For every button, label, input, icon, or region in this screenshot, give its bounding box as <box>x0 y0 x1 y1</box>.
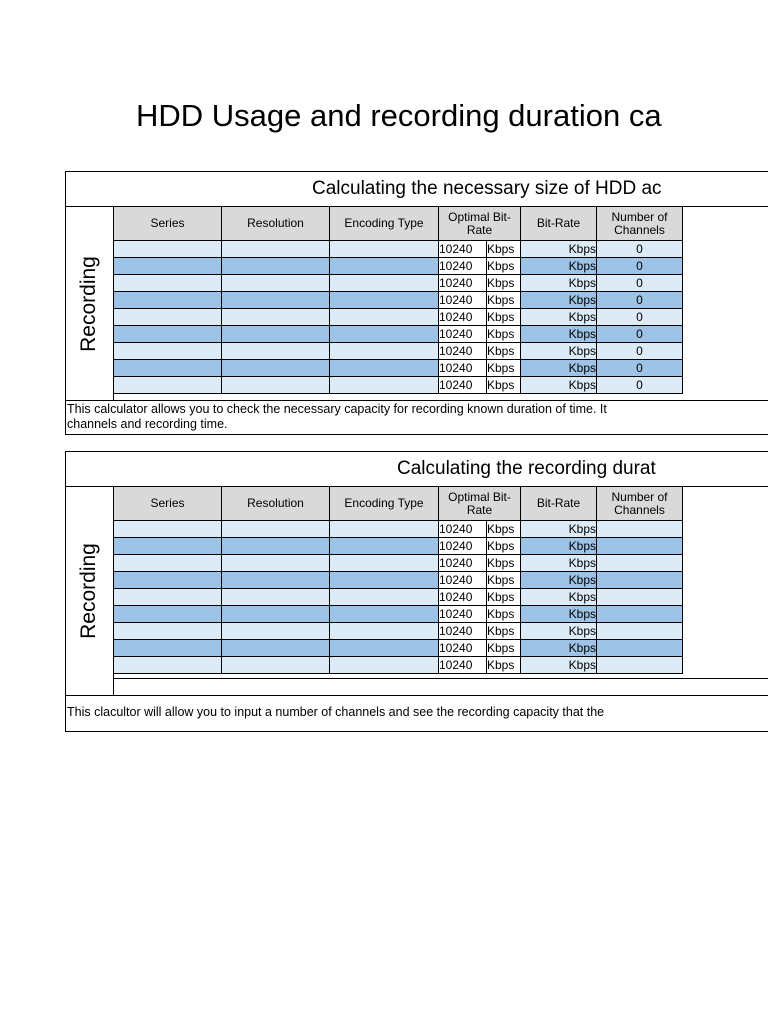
header-resolution: Resolution <box>222 207 330 241</box>
optimal-bitrate-unit: Kbps <box>487 572 521 589</box>
header-optimal-bitrate: Optimal Bit-Rate <box>439 487 521 521</box>
optimal-bitrate-unit: Kbps <box>487 275 521 292</box>
resolution-cell[interactable] <box>222 640 330 657</box>
bitrate-cell[interactable]: Kbps <box>521 623 597 640</box>
optimal-bitrate-unit: Kbps <box>487 555 521 572</box>
channels-cell[interactable] <box>597 538 683 555</box>
header-series: Series <box>114 207 222 241</box>
series-cell[interactable] <box>114 343 222 360</box>
optimal-bitrate-unit: Kbps <box>487 538 521 555</box>
series-cell[interactable] <box>114 538 222 555</box>
hdd-size-calculator-section <box>65 171 768 435</box>
bitrate-cell[interactable]: Kbps <box>521 326 597 343</box>
optimal-bitrate-value: 10240 <box>439 538 487 555</box>
resolution-cell[interactable] <box>222 258 330 275</box>
bitrate-cell[interactable]: Kbps <box>521 657 597 674</box>
table-row <box>114 538 683 555</box>
encoding-type-cell[interactable] <box>330 657 439 674</box>
resolution-cell[interactable] <box>222 275 330 292</box>
bitrate-cell[interactable]: Kbps <box>521 589 597 606</box>
bitrate-cell[interactable]: Kbps <box>521 275 597 292</box>
encoding-type-cell[interactable] <box>330 360 439 377</box>
header-number-of-channels: Number of Channels <box>597 487 683 521</box>
optimal-bitrate-value: 10240 <box>439 326 487 343</box>
optimal-bitrate-value: 10240 <box>439 258 487 275</box>
bitrate-cell[interactable]: Kbps <box>521 258 597 275</box>
table-row <box>114 589 683 606</box>
optimal-bitrate-unit: Kbps <box>487 657 521 674</box>
table-row <box>114 657 683 674</box>
channels-cell[interactable] <box>597 572 683 589</box>
bitrate-cell[interactable]: Kbps <box>521 640 597 657</box>
optimal-bitrate-value: 10240 <box>439 377 487 394</box>
header-optimal-bitrate: Optimal Bit-Rate <box>439 207 521 241</box>
resolution-cell[interactable] <box>222 377 330 394</box>
optimal-bitrate-value: 10240 <box>439 275 487 292</box>
header-resolution: Resolution <box>222 487 330 521</box>
channels-cell[interactable]: 0 <box>597 360 683 377</box>
optimal-bitrate-unit: Kbps <box>487 521 521 538</box>
channels-cell[interactable]: 0 <box>597 326 683 343</box>
bitrate-cell[interactable]: Kbps <box>521 555 597 572</box>
encoding-type-cell[interactable] <box>330 572 439 589</box>
note-divider <box>65 695 768 696</box>
channels-cell[interactable]: 0 <box>597 292 683 309</box>
channels-cell[interactable] <box>597 657 683 674</box>
channels-cell[interactable] <box>597 623 683 640</box>
resolution-cell[interactable] <box>222 360 330 377</box>
section-title: Calculating the recording durat <box>397 458 656 479</box>
series-cell[interactable] <box>114 360 222 377</box>
header-bitrate: Bit-Rate <box>521 207 597 241</box>
optimal-bitrate-value: 10240 <box>439 343 487 360</box>
channels-cell[interactable] <box>597 589 683 606</box>
series-cell[interactable] <box>114 657 222 674</box>
optimal-bitrate-unit: Kbps <box>487 309 521 326</box>
header-encoding-type: Encoding Type <box>330 487 439 521</box>
resolution-cell[interactable] <box>222 606 330 623</box>
table-row <box>114 343 683 360</box>
series-cell[interactable] <box>114 292 222 309</box>
resolution-cell[interactable] <box>222 309 330 326</box>
optimal-bitrate-value: 10240 <box>439 657 487 674</box>
table-row <box>114 555 683 572</box>
table-row <box>114 275 683 292</box>
optimal-bitrate-unit: Kbps <box>487 258 521 275</box>
resolution-cell[interactable] <box>222 326 330 343</box>
series-cell[interactable] <box>114 606 222 623</box>
description-line-1: This calculator allows you to check the necessary capacity for recording known duration of time. It <box>67 402 607 416</box>
encoding-type-cell[interactable] <box>330 343 439 360</box>
table-row <box>114 292 683 309</box>
side-label-text: Recording <box>77 543 101 639</box>
recording-table <box>113 206 683 394</box>
resolution-cell[interactable] <box>222 589 330 606</box>
bitrate-cell[interactable]: Kbps <box>521 360 597 377</box>
resolution-cell[interactable] <box>222 343 330 360</box>
encoding-type-cell[interactable] <box>330 555 439 572</box>
bitrate-cell[interactable]: Kbps <box>521 309 597 326</box>
header-series: Series <box>114 487 222 521</box>
side-label-text: Recording <box>77 255 101 352</box>
note-divider <box>65 400 768 401</box>
description-line-1: This clacultor will allow you to input a number of channels and see the recording capacity that the <box>67 705 605 719</box>
encoding-type-cell[interactable] <box>330 275 439 292</box>
encoding-type-cell[interactable] <box>330 241 439 258</box>
bitrate-cell[interactable]: Kbps <box>521 572 597 589</box>
table-row <box>114 623 683 640</box>
encoding-type-cell[interactable] <box>330 326 439 343</box>
encoding-type-cell[interactable] <box>330 640 439 657</box>
section-title: Calculating the necessary size of HDD ac <box>312 178 662 199</box>
encoding-type-cell[interactable] <box>330 589 439 606</box>
resolution-cell[interactable] <box>222 292 330 309</box>
optimal-bitrate-unit: Kbps <box>487 640 521 657</box>
table-row <box>114 572 683 589</box>
resolution-cell[interactable] <box>222 572 330 589</box>
encoding-type-cell[interactable] <box>330 623 439 640</box>
series-cell[interactable] <box>114 589 222 606</box>
table-header-row <box>114 207 683 241</box>
bitrate-cell[interactable]: Kbps <box>521 343 597 360</box>
encoding-type-cell[interactable] <box>330 292 439 309</box>
channels-cell[interactable] <box>597 521 683 538</box>
optimal-bitrate-unit: Kbps <box>487 589 521 606</box>
optimal-bitrate-value: 10240 <box>439 640 487 657</box>
bitrate-cell[interactable]: Kbps <box>521 241 597 258</box>
table-row <box>114 241 683 258</box>
channels-cell[interactable]: 0 <box>597 309 683 326</box>
bitrate-cell[interactable]: Kbps <box>521 521 597 538</box>
encoding-type-cell[interactable] <box>330 521 439 538</box>
channels-cell[interactable] <box>597 640 683 657</box>
optimal-bitrate-unit: Kbps <box>487 292 521 309</box>
optimal-bitrate-value: 10240 <box>439 241 487 258</box>
encoding-type-cell[interactable] <box>330 309 439 326</box>
side-label-recording <box>65 487 113 695</box>
series-cell[interactable] <box>114 572 222 589</box>
channels-cell[interactable]: 0 <box>597 258 683 275</box>
series-cell[interactable] <box>114 275 222 292</box>
table-row <box>114 377 683 394</box>
recording-duration-calculator-section <box>65 451 768 732</box>
header-bitrate: Bit-Rate <box>521 487 597 521</box>
section-description <box>67 402 768 432</box>
series-cell[interactable] <box>114 521 222 538</box>
optimal-bitrate-value: 10240 <box>439 555 487 572</box>
encoding-type-cell[interactable] <box>330 538 439 555</box>
series-cell[interactable] <box>114 326 222 343</box>
table-row <box>114 258 683 275</box>
table-row <box>114 640 683 657</box>
bitrate-cell[interactable]: Kbps <box>521 292 597 309</box>
table-row <box>114 606 683 623</box>
page-title: HDD Usage and recording duration ca <box>136 98 662 133</box>
resolution-cell[interactable] <box>222 623 330 640</box>
channels-cell[interactable]: 0 <box>597 275 683 292</box>
optimal-bitrate-unit: Kbps <box>487 377 521 394</box>
table-header-row <box>114 487 683 521</box>
bitrate-cell[interactable]: Kbps <box>521 538 597 555</box>
channels-cell[interactable] <box>597 555 683 572</box>
section-description <box>67 705 768 720</box>
encoding-type-cell[interactable] <box>330 377 439 394</box>
series-cell[interactable] <box>114 241 222 258</box>
recording-table <box>113 486 683 674</box>
bitrate-cell[interactable]: Kbps <box>521 606 597 623</box>
series-cell[interactable] <box>114 377 222 394</box>
channels-cell[interactable]: 0 <box>597 241 683 258</box>
header-encoding-type: Encoding Type <box>330 207 439 241</box>
encoding-type-cell[interactable] <box>330 606 439 623</box>
channels-cell[interactable] <box>597 606 683 623</box>
optimal-bitrate-value: 10240 <box>439 623 487 640</box>
table-row <box>114 309 683 326</box>
optimal-bitrate-unit: Kbps <box>487 326 521 343</box>
optimal-bitrate-value: 10240 <box>439 606 487 623</box>
resolution-cell[interactable] <box>222 657 330 674</box>
optimal-bitrate-value: 10240 <box>439 292 487 309</box>
optimal-bitrate-value: 10240 <box>439 360 487 377</box>
resolution-cell[interactable] <box>222 241 330 258</box>
header-number-of-channels: Number of Channels <box>597 207 683 241</box>
description-line-2: channels and recording time. <box>67 417 228 431</box>
table-row <box>114 360 683 377</box>
empty-row-divider <box>113 678 768 679</box>
optimal-bitrate-unit: Kbps <box>487 623 521 640</box>
resolution-cell[interactable] <box>222 538 330 555</box>
resolution-cell[interactable] <box>222 521 330 538</box>
bitrate-cell[interactable]: Kbps <box>521 377 597 394</box>
optimal-bitrate-unit: Kbps <box>487 241 521 258</box>
series-cell[interactable] <box>114 640 222 657</box>
section-border-bottom <box>65 731 768 732</box>
table-row <box>114 326 683 343</box>
series-cell[interactable] <box>114 309 222 326</box>
table-row <box>114 521 683 538</box>
optimal-bitrate-value: 10240 <box>439 589 487 606</box>
resolution-cell[interactable] <box>222 555 330 572</box>
optimal-bitrate-unit: Kbps <box>487 360 521 377</box>
optimal-bitrate-value: 10240 <box>439 521 487 538</box>
series-cell[interactable] <box>114 623 222 640</box>
series-cell[interactable] <box>114 555 222 572</box>
section-border-bottom <box>65 434 768 435</box>
side-label-recording <box>65 207 113 400</box>
optimal-bitrate-unit: Kbps <box>487 606 521 623</box>
optimal-bitrate-unit: Kbps <box>487 343 521 360</box>
series-cell[interactable] <box>114 258 222 275</box>
optimal-bitrate-value: 10240 <box>439 572 487 589</box>
channels-cell[interactable]: 0 <box>597 343 683 360</box>
encoding-type-cell[interactable] <box>330 258 439 275</box>
optimal-bitrate-value: 10240 <box>439 309 487 326</box>
channels-cell[interactable]: 0 <box>597 377 683 394</box>
